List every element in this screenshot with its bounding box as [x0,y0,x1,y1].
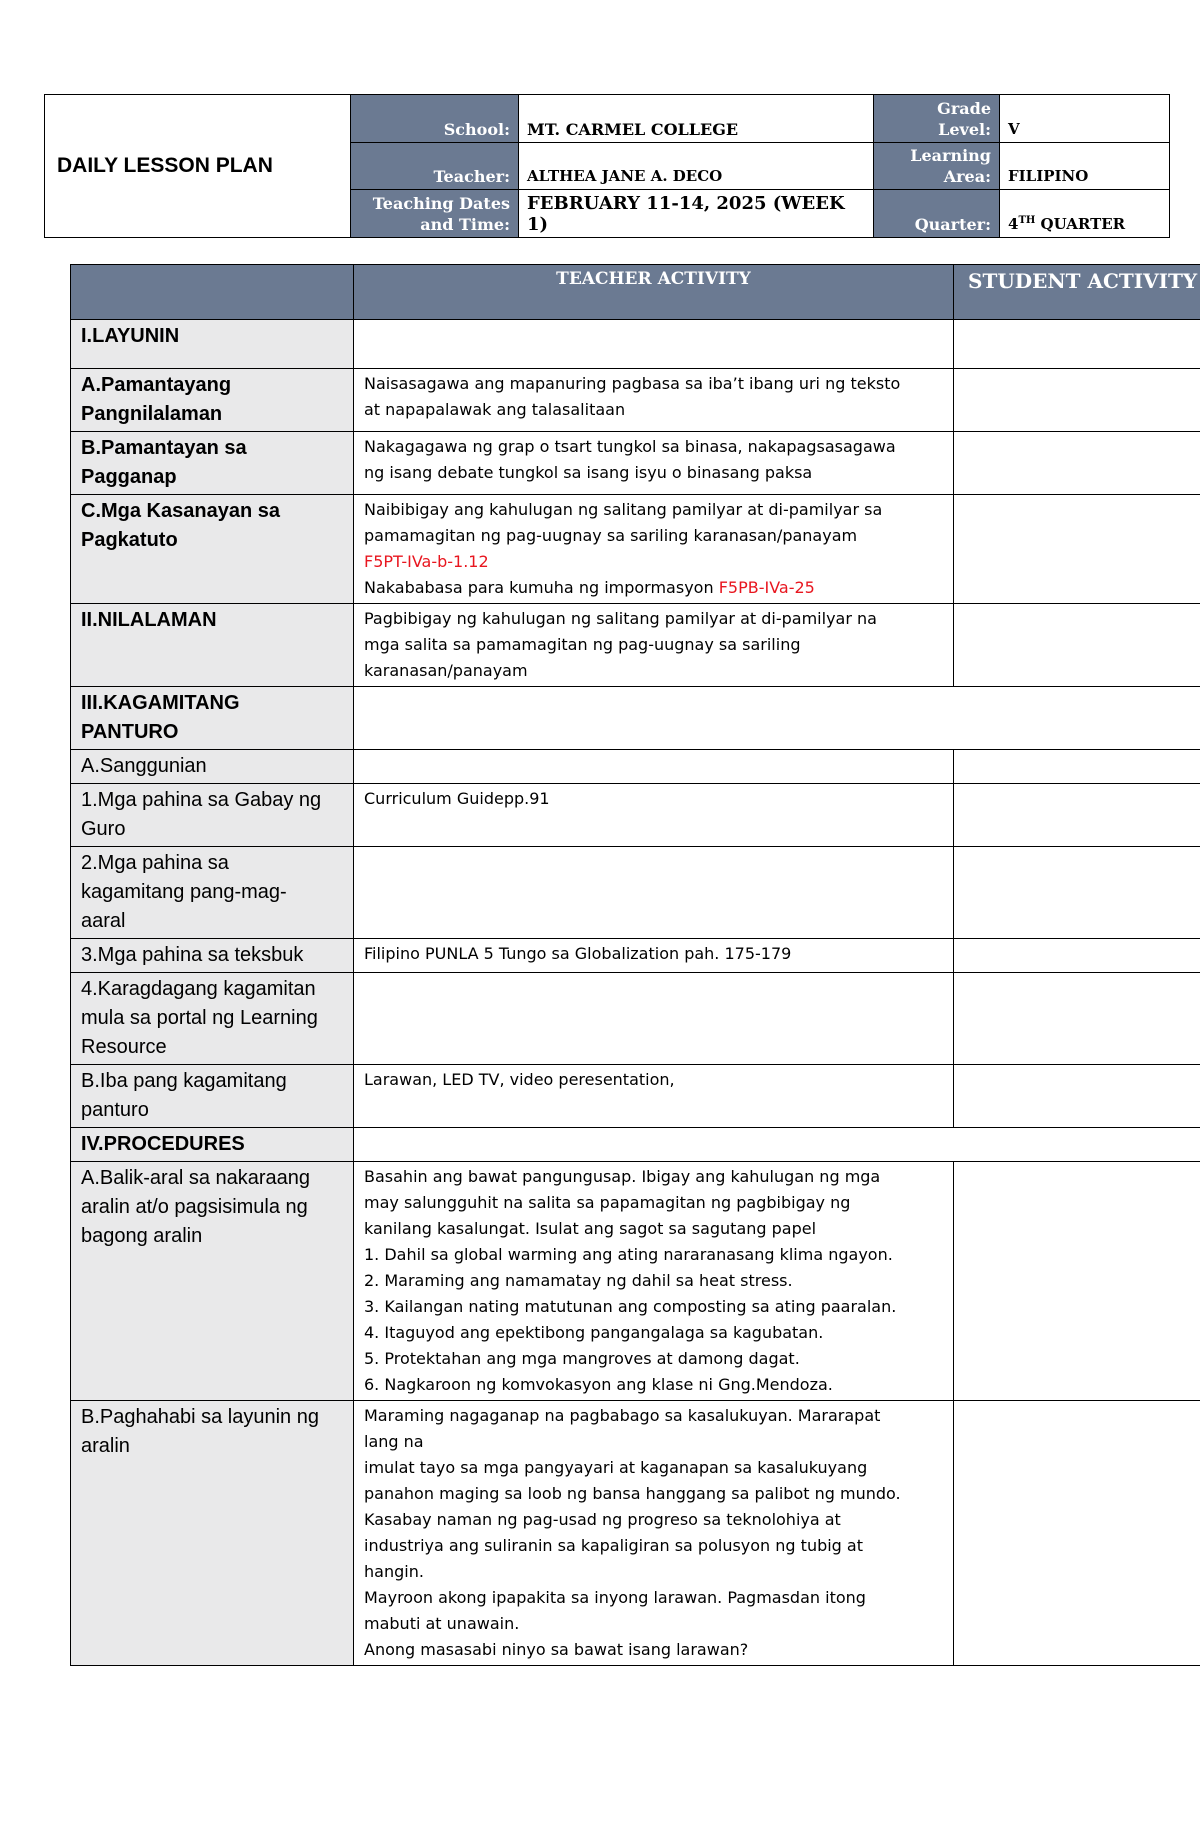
teacher-cell [354,687,1200,750]
quarter-label: Quarter: [874,190,1000,238]
teacher-cell [354,320,954,369]
school-label: School: [351,95,519,143]
table-row [71,687,1200,750]
competency-code: F5PB-IVa-25 [718,578,815,597]
area-value: FILIPINO [1000,143,1170,190]
student-cell [954,495,1200,604]
row-label-pagganap: B.Pamantayan sa Pagganap [71,432,354,495]
teacher-cell: Naisasagawa ang mapanuring pagbasa sa iba’t ibang uri ng teksto at napapalawak ang talasalitaan [354,369,954,432]
table-row [71,750,1200,784]
student-cell [954,750,1200,784]
row-label-gabay: 1.Mga pahina sa Gabay ng Guro [71,784,354,847]
teacher-cell: Nakagagawa ng grap o tsart tungkol sa binasa, nakapagsasagawa ng isang debate tungkol sa isang isyu o binasang paksa [354,432,954,495]
student-cell [954,1065,1200,1128]
grade-label: Grade Level: [874,95,1000,143]
teacher-value: ALTHEA JANE A. DECO [519,143,874,190]
header-table [44,94,1170,238]
dates-value: FEBRUARY 11-14, 2025 (WEEK 1) [519,190,874,238]
teacher-cell: Larawan, LED TV, video peresentation, [354,1065,954,1128]
table-row [71,432,1200,495]
table-row [71,1401,1200,1666]
student-cell [954,369,1200,432]
row-label-procedures: IV.PROCEDURES [71,1128,354,1162]
row-label-teksbuk: 3.Mga pahina sa teksbuk [71,939,354,973]
teacher-cell [354,847,954,939]
table-row [71,320,1200,369]
teacher-cell: Maraming nagaganap na pagbabago sa kasalukuyan. Mararapat lang na imulat tayo sa mga pangyayari at kaganapan sa kasalukuyang panahon maging sa loob ng bansa hanggang sa palibot ng mundo. Kasabay naman ng pag-usad ng progreso sa teknolohiya at industriya ang suliranin sa kapaligiran sa polusyon ng tubig at hangin. Mayroon akong ipapakita sa inyong larawan. Pagmasdan itong mabuti at unawain. Anong masasabi ninyo sa bawat isang larawan? [354,1401,954,1666]
student-cell [954,1401,1200,1666]
student-cell [954,847,1200,939]
table-row [71,1162,1200,1401]
grade-value: V [1000,95,1170,143]
row-label-balik-aral: A.Balik-aral sa nakaraang aralin at/o pagsisimula ng bagong aralin [71,1162,354,1401]
table-row [71,1065,1200,1128]
quarter-value: 4TH QUARTER [1000,190,1170,238]
school-value: MT. CARMEL COLLEGE [519,95,874,143]
table-row [71,495,1200,604]
teacher-cell: Naibibigay ang kahulugan ng salitang pamilyar at di-pamilyar sa pamamagitan ng pag-uugnay sa sariling karanasan/panayam F5PT-IVa-b-1.12 Nakababasa para kumuha ng impormasyon F5PB-IVa-25 [354,495,954,604]
row-label-kagamitang-mag-aaral: 2.Mga pahina sa kagamitang pang-mag- aaral [71,847,354,939]
table-row [71,939,1200,973]
student-cell [954,973,1200,1065]
table-row [71,604,1200,687]
table-row [71,973,1200,1065]
teacher-label: Teacher: [351,143,519,190]
teacher-cell [354,750,954,784]
table-corner [71,265,354,320]
teacher-cell: Curriculum Guidepp.91 [354,784,954,847]
area-label: Learning Area: [874,143,1000,190]
row-label-sanggunian: A.Sanggunian [71,750,354,784]
student-activity-header: STUDENT ACTIVITY [954,265,1200,320]
row-label-nilalaman: II.NILALAMAN [71,604,354,687]
row-label-kagamitang: III.KAGAMITANG PANTURO [71,687,354,750]
dates-label: Teaching Dates and Time: [351,190,519,238]
document-title: DAILY LESSON PLAN [45,95,351,238]
student-cell [954,320,1200,369]
student-cell [954,432,1200,495]
lesson-table [70,264,1200,1666]
student-cell [954,784,1200,847]
student-cell [954,1162,1200,1401]
teacher-cell: Pagbibigay ng kahulugan ng salitang pamilyar at di-pamilyar na mga salita sa pamamagitan ng pag-uugnay sa sariling karanasan/panayam [354,604,954,687]
teacher-cell [354,973,954,1065]
row-label-iba-pang: B.Iba pang kagamitang panturo [71,1065,354,1128]
teacher-activity-header: TEACHER ACTIVITY [354,265,954,320]
teacher-cell: Basahin ang bawat pangungusap. Ibigay ang kahulugan ng mga may salungguhit na salita sa papamagitan ng pagbibigay ng kanilang kasalungat. Isulat ang sagot sa sagutang papel 1. Dahil sa global warming ang ating nararanasang klima ngayon. 2. Maraming ang namamatay ng dahil sa heat stress. 3. Kailangan nating matutunan ang composting sa ating paaralan. 4. Itaguyod ang epektibong pangangalaga sa kagubatan. 5. Protektahan ang mga mangroves at damong dagat. 6. Nagkaroon ng komvokasyon ang klase ni Gng.Mendoza. [354,1162,954,1401]
table-row [71,369,1200,432]
table-row [71,1128,1200,1162]
table-row [71,847,1200,939]
teacher-cell [354,1128,1200,1162]
row-label-paghahabi: B.Paghahabi sa layunin ng aralin [71,1401,354,1666]
competency-code: F5PT-IVa-b-1.12 [364,552,489,571]
row-label-layunin: I.LAYUNIN [71,320,354,369]
teacher-cell: Filipino PUNLA 5 Tungo sa Globalization pah. 175-179 [354,939,954,973]
student-cell [954,939,1200,973]
student-cell [954,604,1200,687]
row-label-pamantayang: A.Pamantayang Pangnilalaman [71,369,354,432]
row-label-kasanayan: C.Mga Kasanayan sa Pagkatuto [71,495,354,604]
table-row [71,784,1200,847]
row-label-karagdagang: 4.Karagdagang kagamitan mula sa portal ng Learning Resource [71,973,354,1065]
